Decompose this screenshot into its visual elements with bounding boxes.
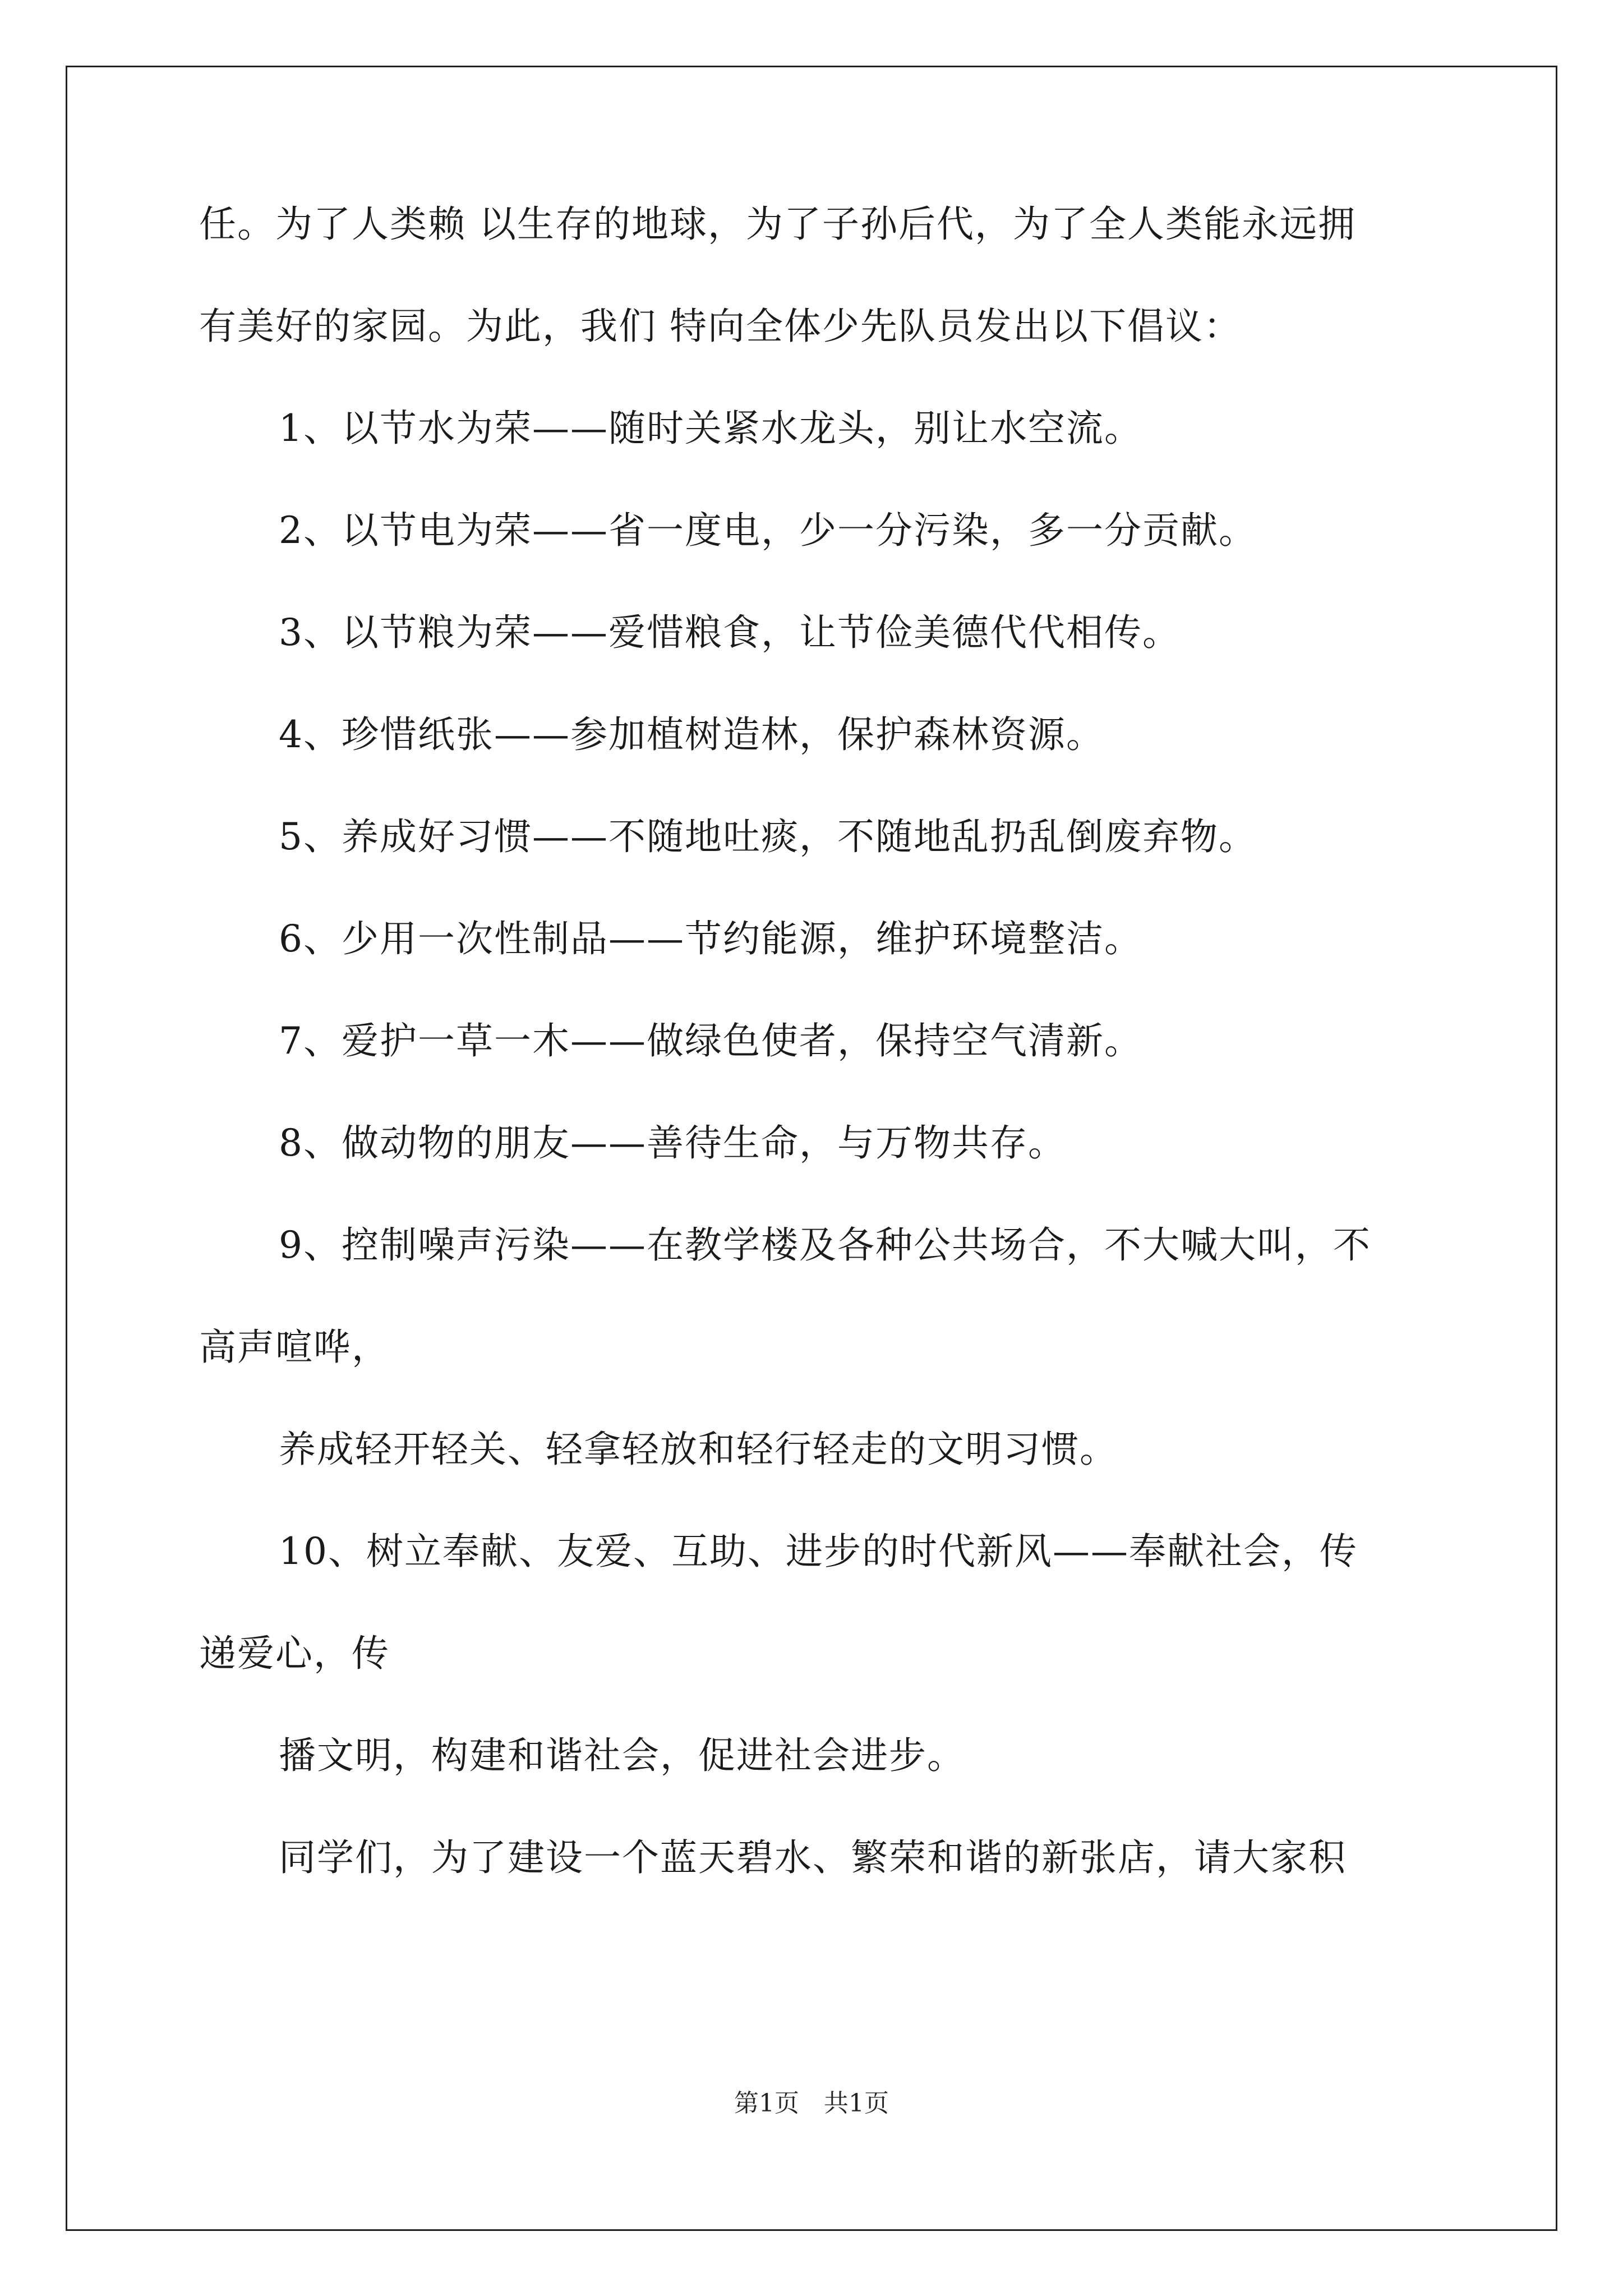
list-item-4: 4、珍惜纸张——参加植树造林，保护森林资源。 xyxy=(279,713,1104,756)
list-item-8: 8、做动物的朋友——善待生命，与万物共存。 xyxy=(279,1121,1066,1165)
closing-paragraph: 同学们，为了建设一个蓝天碧水、繁荣和谐的新张店，请大家积 xyxy=(279,1836,1347,1879)
list-item-7: 7、爱护一草一木——做绿色使者，保持空气清新。 xyxy=(279,1019,1142,1062)
list-item-6: 6、少用一次性制品——节约能源，维护环境整洁。 xyxy=(279,917,1142,960)
paragraph-line: 有美好的家园。为此，我们 特向全体少先队员发出以下倡议： xyxy=(199,305,1242,348)
paragraph-line: 任。为了人类赖 以生存的地球，为了子孙后代，为了全人类能永远拥 xyxy=(199,203,1356,246)
list-item-2: 2、以节电为荣——省一度电，少一分污染，多一分贡献。 xyxy=(279,509,1257,552)
list-item-9-continued: 养成轻开轻关、轻拿轻放和轻行轻走的文明习惯。 xyxy=(279,1428,1118,1471)
page-footer: 第1页 共1页 xyxy=(734,2089,889,2118)
list-item-10: 10、树立奉献、友爱、互助、进步的时代新风——奉献社会，传 xyxy=(279,1530,1358,1573)
list-item-10-continued: 递爱心，传 xyxy=(199,1632,390,1675)
list-item-9: 9、控制噪声污染——在教学楼及各种公共场合，不大喊大叫，不 xyxy=(279,1223,1371,1267)
list-item-3: 3、以节粮为荣——爱惜粮食，让节俭美德代代相传。 xyxy=(279,611,1181,654)
list-item-5: 5、养成好习惯——不随地吐痰，不随地乱扔乱倒废弃物。 xyxy=(279,815,1257,858)
list-item-10-continued: 播文明，构建和谐社会，促进社会进步。 xyxy=(279,1734,965,1777)
list-item-1: 1、以节水为荣——随时关紧水龙头，别让水空流。 xyxy=(279,407,1142,450)
list-item-9-continued: 高声喧哗， xyxy=(199,1326,390,1369)
